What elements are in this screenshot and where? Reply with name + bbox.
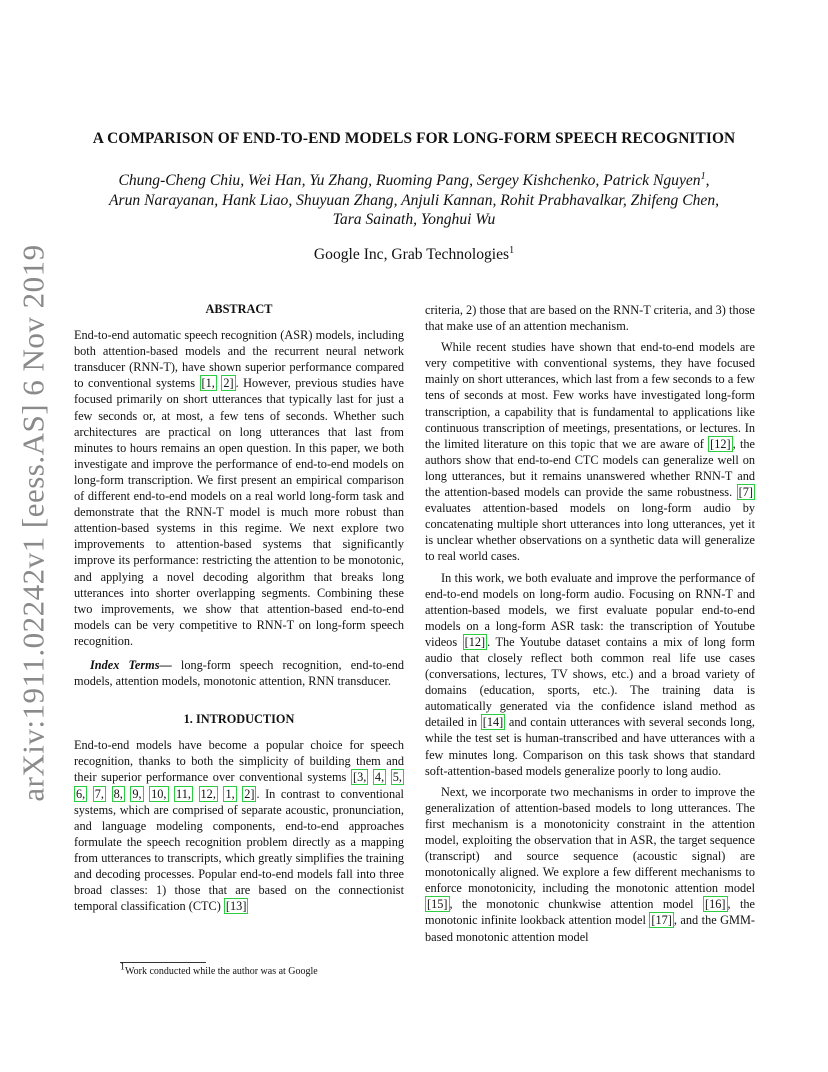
affiliation-marker: 1	[509, 244, 515, 256]
citation-link[interactable]: 1,	[225, 786, 235, 801]
arxiv-stamp	[8, 244, 60, 802]
right-text-2c: and contain utterances with several seconds long, while the test set is human-transcribed and have utterances with a few minutes long. Comparison on this task shows that standard soft-attention-based models generalize poorly to long audio.	[425, 715, 755, 778]
citation-link[interactable]: 6,	[76, 786, 86, 801]
author-line-3: Tara Sainath, Yonghui Wu	[332, 211, 496, 228]
intro-text-1: End-to-end models have become a popular choice for speech recognition, thanks to both the simplicity of building them and their superior performance over conventional systems	[74, 738, 404, 785]
right-paragraph-2	[425, 570, 755, 779]
citation-link[interactable]: 5,	[392, 770, 403, 785]
footnote-text: Work conducted while the author was at Google	[125, 966, 318, 977]
citation-link[interactable]: 10,	[151, 786, 167, 801]
author-line-1: Chung-Cheng Chiu, Wei Han, Yu Zhang, Ruoming Pang, Sergey Kishchenko, Patrick Nguyen	[118, 172, 701, 189]
right-text-3b: , the monotonic chunkwise attention model	[449, 897, 703, 912]
right-text-3c: , the monotonic infinite lookback attention model	[425, 897, 756, 928]
citation-link[interactable]: 2]	[223, 376, 234, 391]
intro-text-2: . In contrast to conventional systems, which are comprised of separate acoustic, pronunciation, and language modeling components, end-to-end approaches formulate the speech recognition problem directly as a mapping from utterances to transcripts, which greatly simplifies the training and decoding processes. Popular end-to-end models fall into three broad classes: 1) those that are based on the connectionist temporal classification (CTC)	[74, 786, 404, 914]
footnote-marker: 1	[120, 961, 125, 973]
citation-link[interactable]: 7,	[94, 786, 105, 801]
footnote-divider	[120, 962, 206, 963]
right-paragraph-3	[425, 784, 755, 945]
right-text-1b: , the authors show that end-to-end CTC models can generalize well on long utterances, but it remains unanswered whether RNN-T and the attention-based models can provide the same robustness.	[425, 436, 755, 500]
right-text-1a: While recent studies have shown that end-to-end models are very competitive with conventional systems, they have focused mainly on short utterances, which last from a few seconds to a few tens of seconds at most. Few works have investigated long-form transcription, a capability that is fundamental to applications like continuous transcription of meetings, presentations, or lectures. In the limited literature on this topic that we are aware of	[425, 340, 755, 451]
citation-link[interactable]: [3,	[352, 770, 367, 785]
abstract-heading: ABSTRACT	[205, 302, 273, 316]
right-text-2a: In this work, we both evaluate and improve the performance of end-to-end models on long-form audio. Focusing on RNN-T and attention-based models, we first evaluate popular end-to-end models on a long-form ASR task: the transcription of Youtube videos	[425, 570, 755, 649]
citation-link[interactable]: 4,	[374, 770, 385, 785]
right-text-3d: , and the GMM-based monotonic attention model	[425, 913, 755, 944]
right-text-3a: Next, we incorporate two mechanisms in order to improve the generalization of attention-based models to long utterances. The first mechanism is a monotonicity constraint in the attention model, exploiting the observation that in ASR, the target sequence (transcript) and source sequence (acoustic signal) are monotonically aligned. We explore a few different mechanisms to enforce monotonicity, including the monotonic attention model	[425, 784, 755, 896]
author-line-1-tail: ,	[705, 172, 710, 189]
affiliation-text: Google Inc, Grab Technologies	[313, 246, 510, 263]
author-line-2: Arun Narayanan, Hank Liao, Shuyuan Zhang, Anjuli Kannan, Rohit Prabhavalkar, Zhifeng Chen,	[108, 191, 720, 209]
right-column	[425, 302, 755, 945]
abstract-text-2: . However, previous studies have focused primarily on short utterances that typically last for just a few seconds or, at most, a few tens of seconds. Whether such architectures are practical on long utterances that last from minutes to hours remains an open question. In this paper, we both investigate and improve the performance of end-to-end models on long-form transcription. We first present an empirical comparison of different end-to-end models on a real world long-form task and demonstrate that the RNN-T model is much more robust than attention-based systems in this regime. We next explore two improvements to attention-based systems that significantly improve its performance: restricting the attention to be monotonic, and applying a novel decoding algorithm that breaks long utterances into shorter overlapping segments. Combining these two improvements, we show that attention-based end-to-end models can be very competitive to RNN-T on long-form speech recognition.	[74, 376, 404, 648]
arxiv-stamp-text: arXiv:1911.02242v1 [eess.AS] 6 Nov 2019	[16, 244, 52, 802]
citation-link[interactable]: 11,	[176, 786, 191, 801]
citation-link[interactable]: [17]	[651, 913, 672, 928]
citation-link[interactable]: 9,	[132, 786, 142, 801]
author-affil-marker: 1	[700, 170, 706, 182]
citation-link[interactable]: [16]	[705, 897, 726, 912]
right-text-2b: . The Youtube dataset contains a mix of long form audio that closely reflect both common real life use cases (conversations, lectures, TV shows, etc.) and a broad variety of domains (education, sports, etc.). The training data is automatically generated via the confidence island method as detailed in	[425, 634, 755, 730]
author-list	[60, 171, 768, 230]
footnote	[120, 961, 318, 977]
citation-link[interactable]: 8,	[113, 786, 123, 801]
citation-link[interactable]: [12]	[710, 436, 731, 451]
citation-link[interactable]: [1,	[201, 376, 215, 391]
affiliation	[60, 246, 768, 264]
citation-link[interactable]: [13]	[225, 899, 247, 914]
index-terms	[74, 657, 404, 689]
index-terms-label: Index Terms—	[90, 657, 172, 672]
citation-link[interactable]: [14]	[482, 715, 504, 730]
right-paragraph-1	[425, 339, 755, 564]
right-paragraph-0: criteria, 2) those that are based on the RNN-T criteria, and 3) those that make use of an attention mechanism.	[425, 303, 755, 334]
intro-heading: 1. INTRODUCTION	[183, 712, 295, 727]
index-terms-text: long-form speech recognition, end-to-end models, attention models, monotonic attention, RNN transducer.	[74, 657, 404, 689]
citation-link[interactable]: [7]	[738, 485, 753, 500]
abstract-text-1: End-to-end automatic speech recognition (ASR) models, including both attention-based models and the recurrent neural network transducer (RNN-T), have shown superior performance compared to conventional systems	[74, 328, 404, 391]
right-text-1c: evaluates attention-based models on long-form audio by concatenating multiple short utterances into long utterances, yet it is unclear whether observations on a synthetic data will generalize to real world cases.	[425, 501, 755, 564]
citation-link[interactable]: 12,	[200, 786, 216, 801]
abstract-body	[74, 327, 404, 649]
paper-title: A COMPARISON OF END-TO-END MODELS FOR LONG-FORM SPEECH RECOGNITION	[92, 130, 736, 147]
citation-link[interactable]: [12]	[464, 634, 486, 649]
citation-link[interactable]: [15]	[427, 897, 448, 912]
citation-link[interactable]: 2]	[244, 786, 255, 801]
left-column	[74, 297, 404, 914]
intro-paragraph-1	[74, 737, 404, 914]
